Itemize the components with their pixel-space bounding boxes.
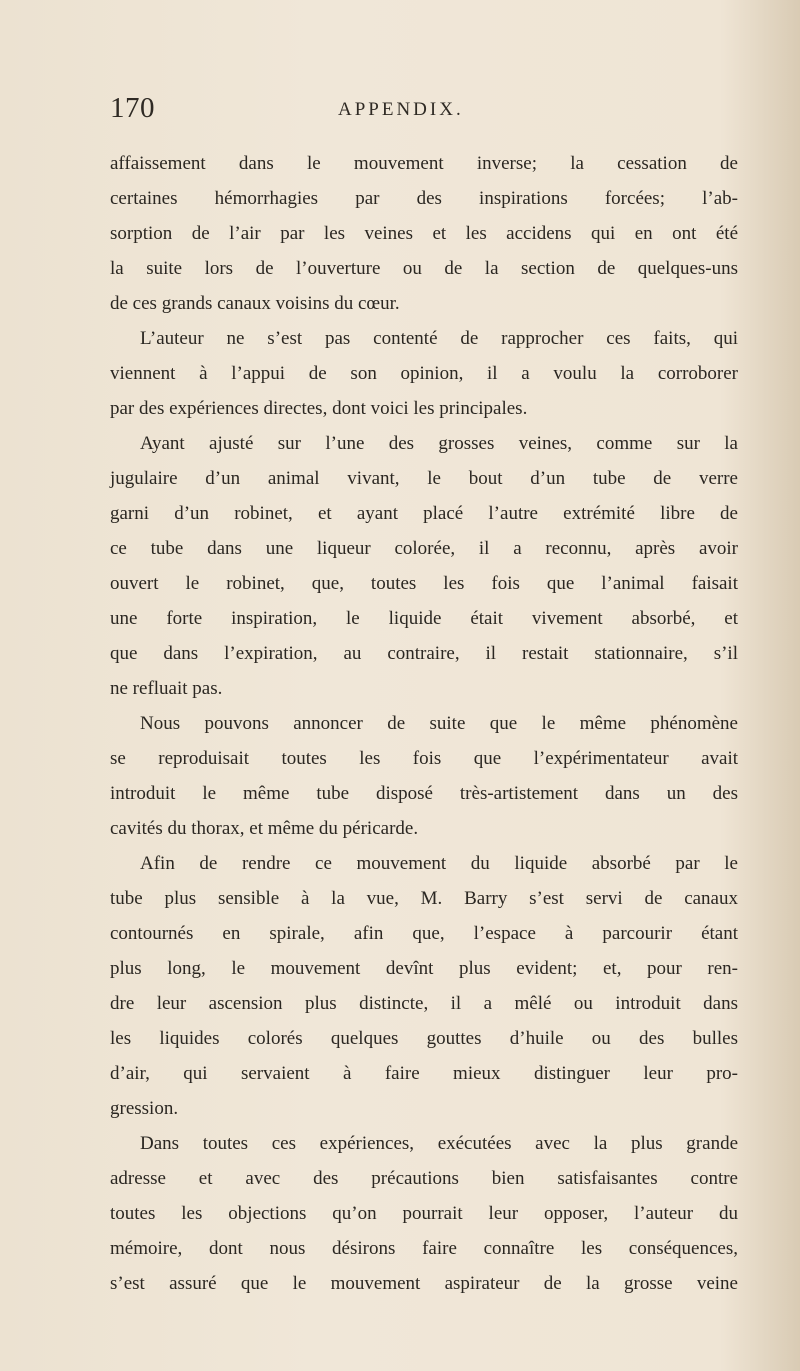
text-line: les liquides colorés quelques gouttes d’huile ou des bulles: [110, 1028, 738, 1049]
text-line: contournés en spirale, afin que, l’espace à parcourir étant: [110, 923, 738, 944]
text-line: certaines hémorrhagies par des inspirations forcées; l’ab-: [110, 188, 738, 209]
running-head: APPENDIX.: [338, 99, 464, 120]
text-line: introduit le même tube disposé très-artistement dans un des: [110, 783, 738, 804]
text-line: que dans l’expiration, au contraire, il restait stationnaire, s’il: [110, 643, 738, 664]
text-line: ce tube dans une liqueur colorée, il a reconnu, après avoir: [110, 538, 738, 559]
text-line: viennent à l’appui de son opinion, il a voulu la corroborer: [110, 363, 738, 384]
text-line: gression.: [110, 1098, 179, 1119]
text-line: adresse et avec des précautions bien satisfaisantes contre: [110, 1168, 738, 1189]
page-header: [110, 92, 710, 132]
text-line: jugulaire d’un animal vivant, le bout d’un tube de verre: [110, 468, 738, 489]
text-line: par des expériences directes, dont voici les principales.: [110, 398, 528, 419]
body-text: [110, 146, 738, 1301]
text-line: garni d’un robinet, et ayant placé l’autre extrémité libre de: [110, 503, 738, 524]
text-line: dre leur ascension plus distincte, il a mêlé ou introduit dans: [110, 993, 738, 1014]
text-line: Nous pouvons annoncer de suite que le même phénomène: [140, 713, 738, 734]
text-line: ouvert le robinet, que, toutes les fois que l’animal faisait: [110, 573, 738, 594]
text-line: ne refluait pas.: [110, 678, 223, 699]
text-line: plus long, le mouvement devînt plus evident; et, pour ren-: [110, 958, 738, 979]
text-line: s’est assuré que le mouvement aspirateur de la grosse veine: [110, 1273, 738, 1294]
text-line: affaissement dans le mouvement inverse; la cessation de: [110, 153, 738, 174]
text-line: sorption de l’air par les veines et les accidens qui en ont été: [110, 223, 738, 244]
text-line: se reproduisait toutes les fois que l’expérimentateur avait: [110, 748, 738, 769]
text-line: Afin de rendre ce mouvement du liquide absorbé par le: [140, 853, 738, 874]
text-line: une forte inspiration, le liquide était vivement absorbé, et: [110, 608, 738, 629]
text-line: Dans toutes ces expériences, exécutées avec la plus grande: [140, 1133, 738, 1154]
text-line: cavités du thorax, et même du péricarde.: [110, 818, 419, 839]
text-line: de ces grands canaux voisins du cœur.: [110, 293, 400, 314]
text-line: la suite lors de l’ouverture ou de la section de quelques-uns: [110, 258, 738, 279]
text-line: Ayant ajusté sur l’une des grosses veines, comme sur la: [140, 433, 738, 454]
page-number: 170: [110, 92, 155, 124]
text-line: toutes les objections qu’on pourrait leur opposer, l’auteur du: [110, 1203, 738, 1224]
text-line: L’auteur ne s’est pas contenté de rapprocher ces faits, qui: [140, 328, 738, 349]
text-line: d’air, qui servaient à faire mieux distinguer leur pro-: [110, 1063, 738, 1084]
text-line: mémoire, dont nous désirons faire connaître les conséquences,: [110, 1238, 738, 1259]
text-line: tube plus sensible à la vue, M. Barry s’est servi de canaux: [110, 888, 738, 909]
